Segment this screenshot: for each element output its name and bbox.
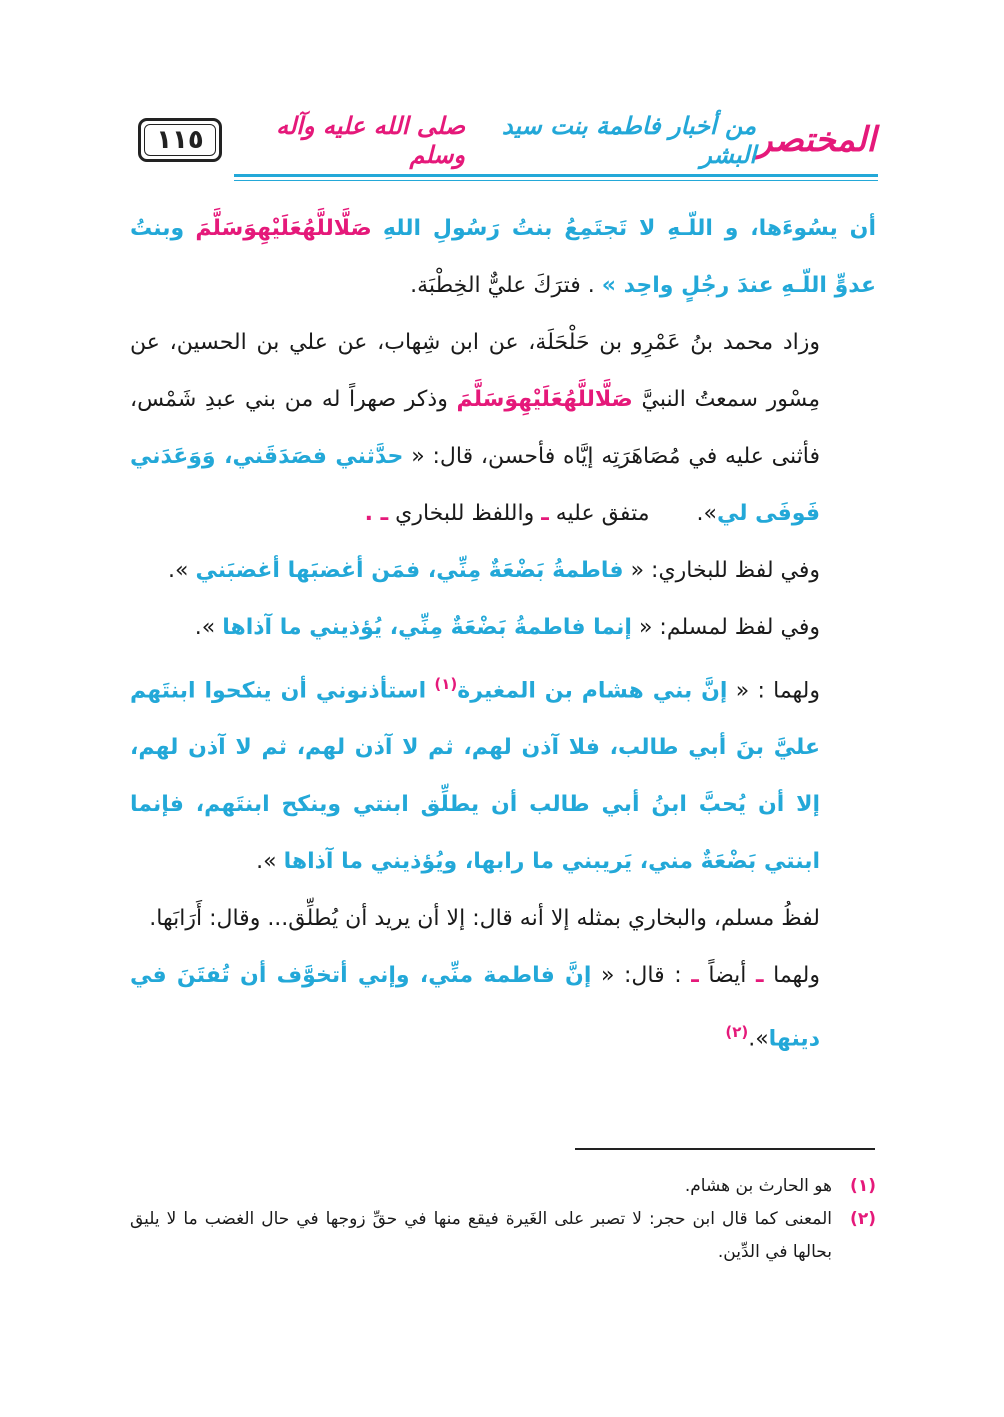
quote-close: ». — [696, 501, 717, 526]
footnote-ref[interactable]: (٢) — [725, 1023, 749, 1042]
source-text: متفق عليه — [555, 501, 650, 526]
source-attribution — [365, 485, 650, 542]
quote-close: ». — [194, 615, 216, 640]
paragraph-3 — [130, 542, 876, 599]
quote-close: ». — [168, 558, 189, 583]
title-main: المختصر — [756, 120, 876, 160]
footnotes — [130, 1170, 876, 1269]
title-subtitle: من أخبار فاطمة بنت سيد البشر — [501, 111, 757, 169]
dash-mark: ـ — [691, 963, 699, 989]
page-number-frame — [138, 118, 222, 162]
narration-text: وذكر صهراً له من بني عبدِ شَمْس، فأثنى عليه في مُصَاهَرَتِه إيَّاه فأحسن، قال: « — [130, 387, 820, 469]
page-number: ١١٥ — [156, 125, 204, 155]
narration-text: ولهما — [773, 963, 820, 989]
footnote-item — [130, 1203, 876, 1269]
quote-close: ». — [748, 1026, 769, 1052]
footnote-divider — [575, 1148, 875, 1150]
narration-text: وفي لفظ للبخاري: « — [630, 558, 820, 583]
book-title — [234, 112, 876, 168]
hadith-quote: أن يسُوءَها، و اللّـهِ لا تَجتَمِعُ بنتُ رَسُولِ اللهِ — [382, 216, 876, 241]
header-rule-thin — [234, 180, 878, 181]
narration-text: : قال: « — [600, 963, 682, 989]
hadith-quote: فاطمةُ بَضْعَةٌ مِنِّي، فمَن أغضبَها أغضبَني — [195, 558, 624, 583]
paragraph-4 — [130, 599, 876, 656]
footnote-text: المعنى كما قال ابن حجر: لا تصبر على الغَيرة فيقع منها في حقِّ زوجها في حال الغضب ما لا يليق بحالها في الدِّين. — [130, 1209, 832, 1262]
narration-text: وفي لفظ لمسلم: « — [638, 615, 820, 640]
salat-glyph: صَلَّاللَّهُعَلَيْهِوَسَلَّمَ — [195, 216, 372, 241]
source-text: واللفظ للبخاري — [395, 501, 535, 526]
dash-mark: ـ — [541, 501, 549, 526]
hadith-quote: إنَّ فاطمة منِّي، وإني أتخوَّف أن تُفتَنَ في دينها — [130, 963, 820, 1052]
paragraph-2 — [130, 314, 876, 542]
paragraph-7 — [130, 947, 876, 1067]
footnote-ref[interactable]: (١) — [434, 675, 458, 693]
paragraph-6 — [130, 890, 876, 947]
footnote-number: (١) — [850, 1176, 876, 1196]
hadith-quote: وبنتُ عدوٍّ اللّـهِ عندَ رجُلٍ واحِد » — [130, 216, 876, 298]
title-salat-calligraphy: صلى الله عليه وآله وسلم — [276, 111, 466, 169]
salat-glyph: صَلَّاللَّهُعَلَيْهِوَسَلَّمَ — [456, 387, 633, 412]
paragraph-1 — [130, 200, 876, 314]
footnote-number: (٢) — [850, 1209, 876, 1229]
paragraph-5 — [130, 656, 876, 890]
footnote-item — [130, 1170, 876, 1203]
hadith-quote: إنَّ بني هشام بن المغيرة — [457, 678, 728, 704]
main-text — [130, 200, 876, 1068]
narration-text: لفظُ مسلم، والبخاري بمثله إلا أنه قال: إلا أن يريد أن يُطلِّق... وقال: أَرَابَها. — [149, 906, 820, 932]
dash-mark: ـ . — [364, 501, 389, 526]
dash-mark: ـ — [755, 963, 764, 989]
hadith-quote: إنما فاطمةُ بَضْعَةٌ مِنِّي، يُؤذيني ما آذاها — [222, 615, 632, 640]
hadith-quote: استأذنوني أن ينكحوا ابنتَهم عليَّ بنَ أبي طالب، فلا آذن لهم، ثم لا آذن لهم، ثم لا آذن لهم، إلا أن يُحبَّ ابنُ أبي طالب أن يطلِّق ابنتي وينكح ابنتَهم، فإنما ابنتي بَضْعَةٌ مني، يَريبني ما رابها، ويُؤذيني ما آذاها — [130, 678, 820, 875]
page-header — [138, 112, 876, 172]
narration-text: . فترَكَ عليٌّ الخِطْبَة. — [410, 273, 595, 298]
narration-text: أيضاً — [708, 963, 747, 989]
footnote-text: هو الحارث بن هشام. — [684, 1176, 832, 1196]
hadith-quote: حدَّثني فصَدَقَني، وَوَعَدَني فَوفَى لي — [130, 444, 820, 526]
header-rule — [234, 174, 878, 177]
narration-text: وزاد محمد بنُ عَمْرِو بن حَلْحَلَة، عن ابن شِهاب، عن علي بن الحسين، عن مِسْور سمعتُ النبيَّ — [130, 330, 821, 412]
quote-close: ». — [256, 849, 277, 875]
narration-text: ولهما : « — [735, 678, 821, 704]
